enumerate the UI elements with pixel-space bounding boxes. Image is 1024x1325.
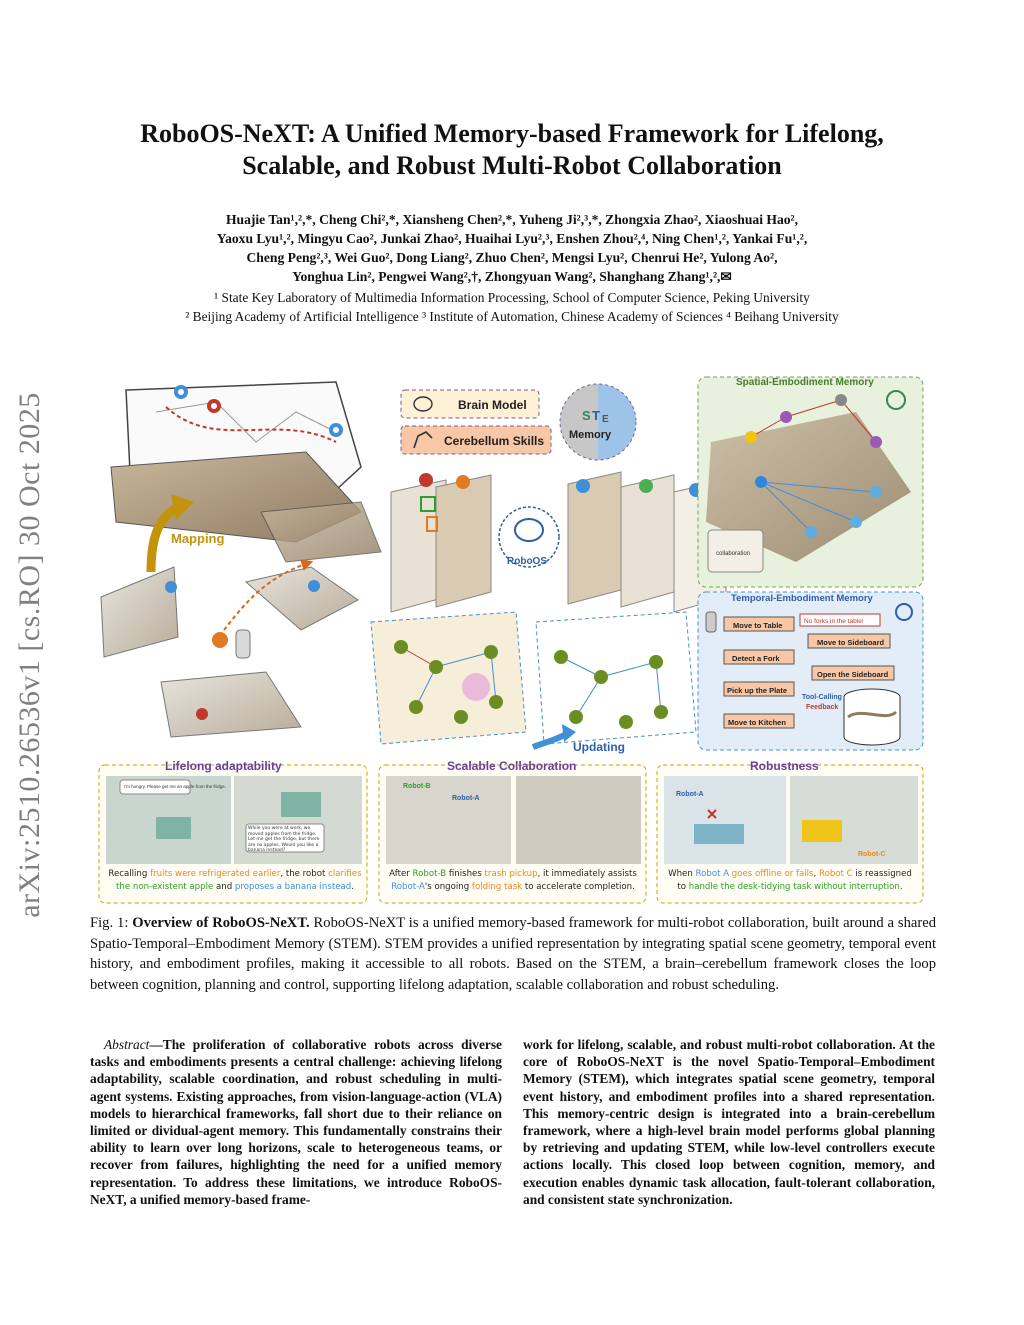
stem-memory-label: Memory <box>569 429 612 441</box>
step-move-to-sideboard: Move to Sideboard <box>817 638 885 647</box>
roboos-label: RoboOS <box>507 556 547 567</box>
p1-t4: clarifies <box>328 869 362 879</box>
caption-bold: Overview of RoboOS-NeXT. <box>132 915 310 931</box>
robot-a-tag-robustness: Robot-A <box>676 791 704 798</box>
p2-t8: folding task <box>471 882 523 892</box>
p2-t4: trash pickup <box>484 869 538 879</box>
step-open-sideboard: Open the Sideboard <box>817 670 889 679</box>
step-move-to-table: Move to Table <box>733 621 783 630</box>
temporal-memory-title: Temporal-Embodiment Memory <box>731 593 873 604</box>
scene-graph-left <box>371 612 526 744</box>
cerebellum-label: Cerebellum Skills <box>444 434 545 448</box>
stem-t: T <box>592 408 600 423</box>
mapping-label: Mapping <box>171 531 225 546</box>
caption-text: RoboOS-NeXT is a unified memory-based framework for multi-robot collaboration, built around a shared Spatio-Temporal–Embodiment Memory (STEM). STEM provides a unified representation by integrating spatial scene geometry, temporal event history, and embodiment profiles, making it accessible to all robots. Based on the STEM, a brain–cerebellum framework closes the loop between cognition, planning and control, supporting lifelong adaptation, scalable collaboration and robust scheduling. <box>90 915 937 993</box>
p2-t9: to accelerate completion. <box>522 882 635 892</box>
abstract-right-text: work for lifelong, scalable, and robust multi-robot collaboration. At the core of RoboOS-NeXT is the novel Spatio-Temporal–Embodiment Memory (STEM), which integrates spatial scene geometry, temporal event history, and embodiment profiles into a shared representation. This memory-centric design is integrated into a brain-cerebellum framework, where a high-level brain model performs global planning by retrieving and updating STEM, while low-level controllers execute actions locally. This closed loop between cognition, memory, and execution enables dynamic task allocation, fault-tolerant collaboration, and consistent state synchronization. <box>523 1037 935 1207</box>
p1-t1: Recalling <box>108 869 151 879</box>
p3-t7: to <box>677 882 689 892</box>
p1-t2: fruits were refrigerated earlier <box>150 869 281 879</box>
step-pick-plate: Pick up the Plate <box>727 686 788 695</box>
robot-icon <box>706 612 716 632</box>
paper-title <box>90 118 934 182</box>
authors-line-3: Cheng Peng²,³, Wei Guo², Dong Liang², Zhuo Chen², Mengsi Lyu², Chenrui He², Yulong Ao², <box>246 250 778 265</box>
database-icon <box>844 689 900 745</box>
p3-t5: Robot C <box>818 869 853 879</box>
p2-t7: 's ongoing <box>424 882 472 892</box>
p3-t8: handle the desk-tidying task without interruption <box>688 882 900 892</box>
p3-t3: goes offline or fails <box>729 869 814 879</box>
title-line-2: Scalable, and Robust Multi-Robot Collaboration <box>242 151 782 180</box>
caption-label: Fig. 1: <box>90 915 133 931</box>
p3-t1: When <box>668 869 696 879</box>
p3-t2: Robot A <box>695 869 730 879</box>
robot-a-tag: Robot-A <box>452 795 480 802</box>
p3-t4: , <box>813 869 819 879</box>
p1-t5: the non-existent apple <box>116 882 214 892</box>
arxiv-id-text: arXiv:2510.26536v1 [cs.RO] 30 Oct 2025 <box>13 392 47 918</box>
panel-robustness-caption <box>659 868 921 894</box>
figure-caption <box>90 913 936 995</box>
p2-t1: After <box>389 869 413 879</box>
p1-t8: . <box>351 882 354 892</box>
figure-graphic <box>96 372 926 904</box>
affiliation-line-1: ¹ State Key Laboratory of Multimedia Information Processing, School of Computer Science, Peking University <box>214 290 810 305</box>
step-detect-fork: Detect a Fork <box>732 654 780 663</box>
updating-label: Updating <box>573 740 625 754</box>
panel-scalable-caption-wrap <box>382 868 644 902</box>
panel-lifelong-title: Lifelong adaptability <box>165 759 282 773</box>
p2-t3: finishes <box>446 869 485 879</box>
abstract-right-column <box>523 1036 935 1208</box>
panel-scalable-title: Scalable Collaboration <box>447 759 577 773</box>
affiliation-line-2: ² Beijing Academy of Artificial Intelligence ³ Institute of Automation, Chinese Academy of Sciences ⁴ Beihang University <box>185 309 839 324</box>
robot-c-tag: Robot-C <box>858 851 886 858</box>
speech-bubble-request: I'm hungry. Please get me an apple from the fridge. <box>124 784 226 789</box>
collaboration-label: collaboration <box>716 551 751 557</box>
stem-e: E <box>602 414 609 425</box>
tool-calling-label: Tool-Calling <box>802 694 842 701</box>
author-list <box>120 210 904 286</box>
p2-t2: Robot-B <box>412 869 447 879</box>
abstract-left-column <box>90 1036 502 1208</box>
robot-b-tag: Robot-B <box>403 783 431 790</box>
brain-model-label: Brain Model <box>458 398 527 412</box>
authors-line-4: Yonghua Lin², Pengwei Wang²,†, Zhongyuan Wang², Shanghang Zhang¹,²,✉ <box>292 269 732 284</box>
p2-t5: , it immediately assists <box>537 869 637 879</box>
p3-t9: . <box>899 882 903 892</box>
scene-graph-right <box>536 612 696 744</box>
speech-bubble-reply: While you were at work, we moved apples from the fridge. Let me get the fridge, but there are no apples. Would you like a banana instead? <box>248 826 320 852</box>
authors-line-2: Yaoxu Lyu¹,², Mingyu Cao², Junkai Zhao², Huaihai Lyu²,³, Enshen Zhou²,⁴, Ning Chen¹,², Yankai Fu¹,², <box>216 231 808 246</box>
speech-bubble-reply-wrap <box>246 824 324 852</box>
room-photos <box>101 562 358 737</box>
p1-t7: proposes a banana instead <box>234 882 352 892</box>
abstract-heading: Abstract <box>104 1037 150 1052</box>
step-move-to-kitchen: Move to Kitchen <box>728 718 786 727</box>
panel-scalable-caption <box>382 868 644 894</box>
title-line-1: RoboOS-NeXT: A Unified Memory-based Framework for Lifelong, <box>140 119 884 148</box>
figure-overview <box>96 372 926 904</box>
stem-s: S <box>582 408 591 423</box>
spatial-memory-title: Spatial-Embodiment Memory <box>736 377 874 388</box>
p3-t6: is reassigned <box>852 869 912 879</box>
panel-lifelong-caption-wrap <box>104 868 366 902</box>
panel-robustness-title: Robustness <box>750 759 819 773</box>
affiliations <box>100 288 924 326</box>
authors-line-1: Huajie Tan¹,²,*, Cheng Chi²,*, Xiansheng Chen²,*, Yuheng Ji²,³,*, Zhongxia Zhao², Xiaoshuai Hao², <box>225 212 799 227</box>
panel-robustness-caption-wrap <box>659 868 921 902</box>
p1-t3: , the robot <box>280 869 329 879</box>
feedback-label: Feedback <box>806 704 839 711</box>
no-forks-alert: No forks in the table! <box>804 618 864 625</box>
arxiv-identifier <box>0 330 60 980</box>
p2-t6: Robot-A <box>391 882 425 892</box>
abstract-dash: — <box>149 1037 163 1052</box>
abstract-left-text: The proliferation of collaborative robots across diverse tasks and embodiments presents a central challenge: achieving lifelong adaptability, scalable coordination, and robust scheduling in multi-agent systems. Existing approaches, from vision-language-action (VLA) models to hierarchical frameworks, fall short due to their reliance on limited or dividual-agent memory. This fundamentally constrains their ability to learn over long horizons, scale to heterogeneous teams, or recover from failures, highlighting the need for a unified memory representation. To address these limitations, we introduce RoboOS-NeXT, a unified memory-based frame- <box>90 1037 502 1207</box>
p1-t6: and <box>213 882 235 892</box>
panel-lifelong-caption <box>104 868 366 894</box>
